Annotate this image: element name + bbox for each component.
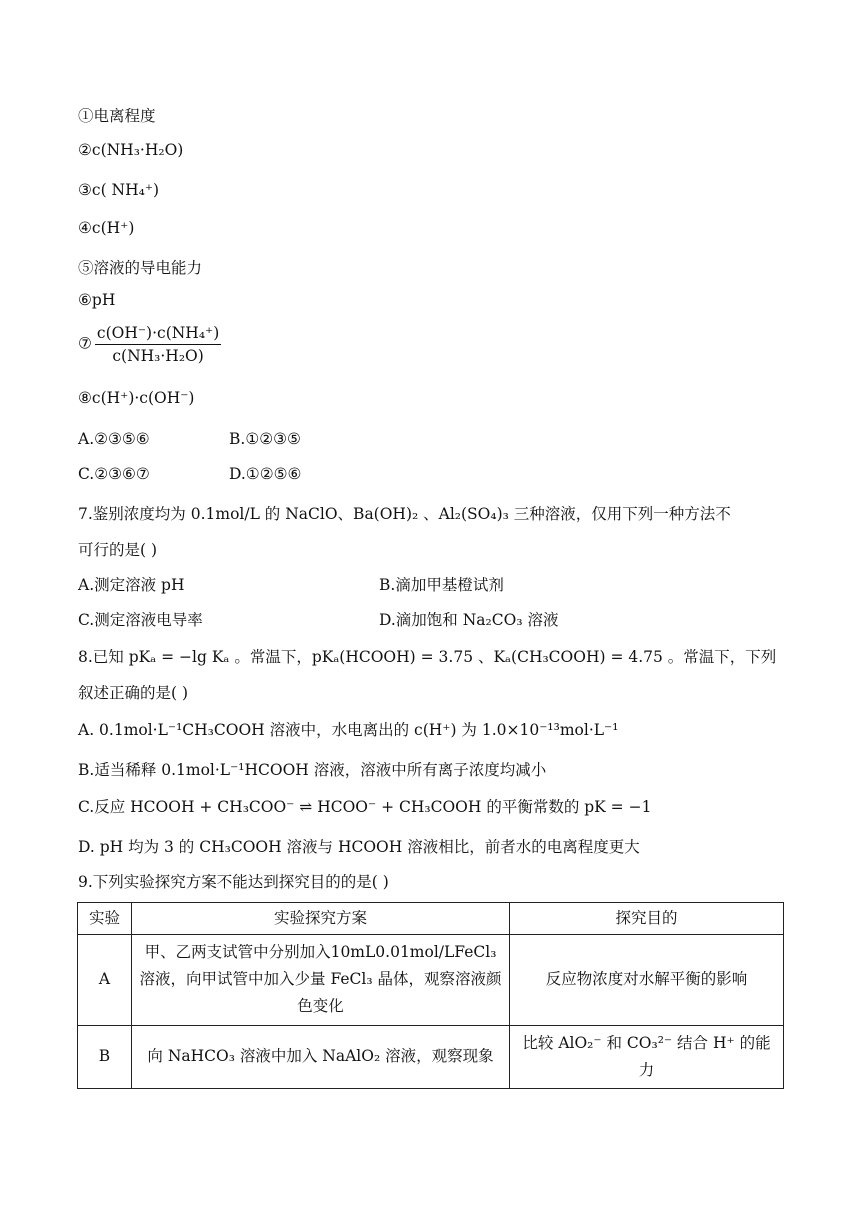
table-cell-label: A xyxy=(78,935,132,1025)
q6-item-7-fraction xyxy=(95,324,221,365)
table-cell-purpose: 反应物浓度对水解平衡的影响 xyxy=(510,935,784,1025)
q6-option-c: C.②③⑥⑦ xyxy=(78,465,150,483)
table-row xyxy=(78,1025,784,1088)
table-cell-plan: 向 NaHCO₃ 溶液中加入 NaAlO₂ 溶液，观察现象 xyxy=(132,1025,510,1088)
fraction-numerator: c(OH⁻)·c(NH₄⁺) xyxy=(95,324,221,345)
q9-stem: 9.下列实验探究方案不能达到探究目的的是( ) xyxy=(78,873,389,891)
q6-item-4: ④c(H⁺) xyxy=(78,219,135,237)
q6-item-8: ⑧c(H⁺)·c(OH⁻) xyxy=(78,389,195,407)
table-cell-purpose: 比较 AlO₂⁻ 和 CO₃²⁻ 结合 H⁺ 的能力 xyxy=(510,1025,784,1088)
experiment-table xyxy=(77,902,784,1089)
q6-item-6: ⑥pH xyxy=(78,291,116,309)
q7-stem-line-2: 可行的是( ) xyxy=(78,541,158,559)
q8-option-a: A. 0.1mol·L⁻¹CH₃COOH 溶液中，水电离出的 c(H⁺) 为 1.0×10⁻¹³mol·L⁻¹ xyxy=(78,721,619,739)
q6-item-7-marker: ⑦ xyxy=(78,334,92,353)
q7-option-d: D.滴加饱和 Na₂CO₃ 溶液 xyxy=(379,611,559,629)
table-cell-label: B xyxy=(78,1025,132,1088)
q7-option-c: C.测定溶液电导率 xyxy=(78,611,203,629)
table-header-cell: 实验 xyxy=(78,903,132,935)
q6-item-5: ⑤溶液的导电能力 xyxy=(78,259,203,277)
q8-option-c: C.反应 HCOOH + CH₃COO⁻ ⇌ HCOO⁻ + CH₃COOH 的平衡常数的 pK = −1 xyxy=(78,798,652,816)
table-header-row xyxy=(78,903,784,935)
q8-option-b: B.适当稀释 0.1mol·L⁻¹HCOOH 溶液，溶液中所有离子浓度均减小 xyxy=(78,761,547,779)
q6-item-2: ②c(NH₃·H₂O) xyxy=(78,141,184,159)
q6-item-7 xyxy=(78,324,221,365)
q6-item-1: ①电离程度 xyxy=(78,107,156,125)
q7-stem-line-1: 7.鉴别浓度均为 0.1mol/L 的 NaClO、Ba(OH)₂ 、Al₂(SO₄)₃ 三种溶液，仅用下列一种方法不 xyxy=(78,505,731,523)
table-row xyxy=(78,935,784,1025)
q7-option-a: A.测定溶液 pH xyxy=(78,576,185,594)
table-header-cell: 实验探究方案 xyxy=(132,903,510,935)
q7-option-b: B.滴加甲基橙试剂 xyxy=(379,576,504,594)
q6-option-b: B.①②③⑤ xyxy=(229,430,301,448)
table-cell-plan: 甲、乙两支试管中分别加入10mL0.01mol/LFeCl₃溶液，向甲试管中加入少量 FeCl₃ 晶体，观察溶液颜色变化 xyxy=(132,935,510,1025)
q6-option-a: A.②③⑤⑥ xyxy=(78,430,150,448)
q8-stem-line-2: 叙述正确的是( ) xyxy=(78,684,189,702)
q8-option-d: D. pH 均为 3 的 CH₃COOH 溶液与 HCOOH 溶液相比，前者水的电离程度更大 xyxy=(78,838,640,856)
fraction-denominator: c(NH₃·H₂O) xyxy=(112,347,204,365)
q6-option-d: D.①②⑤⑥ xyxy=(229,465,302,483)
table-header-cell: 探究目的 xyxy=(510,903,784,935)
q6-item-3: ③c( NH₄⁺) xyxy=(78,181,160,199)
q8-stem-line-1: 8.已知 pKₐ = −lg Kₐ 。常温下，pKₐ(HCOOH) = 3.75 、Kₐ(CH₃COOH) = 4.75 。常温下，下列 xyxy=(78,648,777,666)
